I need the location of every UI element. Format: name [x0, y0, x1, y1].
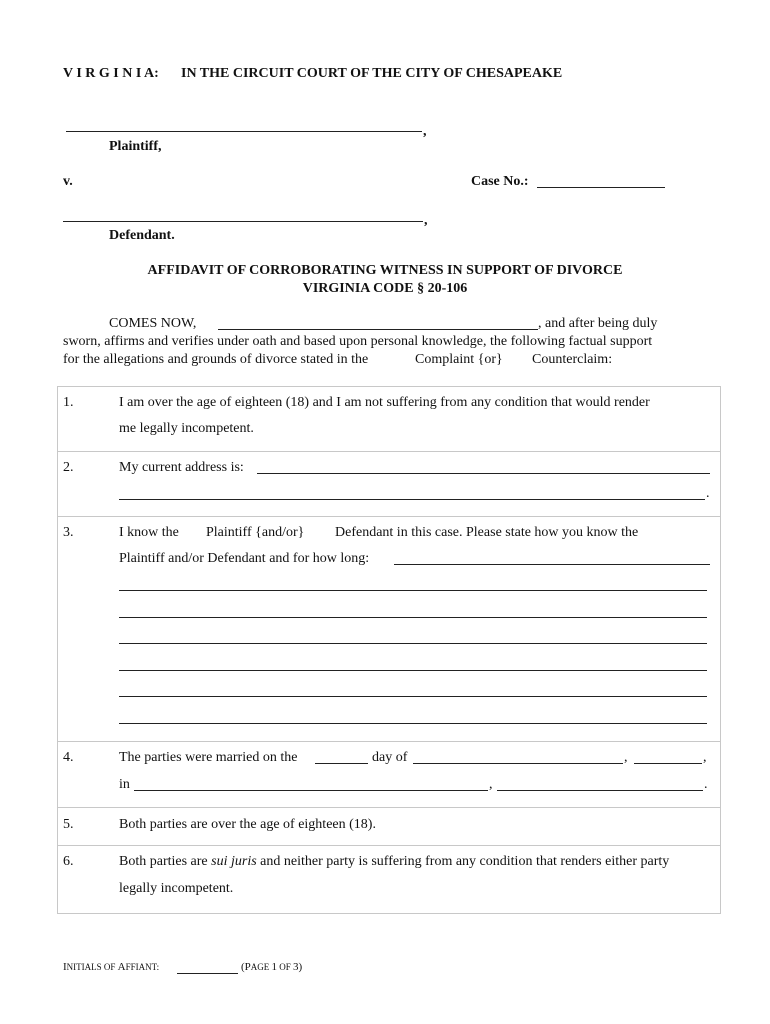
- defendant-name-line[interactable]: [63, 221, 423, 222]
- footer-initials-I: I: [63, 961, 67, 973]
- item-4-text-b: day of: [372, 750, 408, 765]
- item-3-number: 3.: [63, 525, 74, 540]
- footer-affiant-A: A: [117, 961, 126, 973]
- item-4-period: .: [704, 777, 708, 792]
- item-6-text-a: Both parties are: [119, 854, 212, 869]
- footer-initials: [63, 961, 159, 973]
- item-1-number: 1.: [63, 395, 74, 410]
- relationship-line-6[interactable]: [119, 696, 707, 697]
- header-virginia: V I R G I N I A:: [63, 66, 159, 81]
- box-divider-3: [57, 741, 721, 742]
- relationship-line-7[interactable]: [119, 723, 707, 724]
- item-4-comma-1: ,: [624, 750, 628, 765]
- box-right-border: [720, 386, 721, 913]
- item-4-comma-3: ,: [489, 777, 493, 792]
- box-top-border: [57, 386, 721, 387]
- relationship-line-1[interactable]: [394, 564, 710, 565]
- defendant-label: Defendant.: [109, 228, 175, 243]
- plaintiff-name-line[interactable]: [66, 131, 422, 132]
- versus-label: v.: [63, 174, 73, 189]
- footer-initials-rest: NITIALS OF: [66, 962, 118, 972]
- marriage-day-line[interactable]: [315, 763, 368, 764]
- relationship-line-2[interactable]: [119, 590, 707, 591]
- footer-page-total: 3): [293, 961, 303, 973]
- item-5-number: 5.: [63, 817, 74, 832]
- item-6-number: 6.: [63, 854, 74, 869]
- document-code: VIRGINIA CODE § 20-106: [302, 281, 468, 296]
- box-left-border: [57, 386, 58, 913]
- complaint-option[interactable]: Complaint {or}: [415, 352, 503, 367]
- counterclaim-option[interactable]: Counterclaim:: [532, 352, 613, 367]
- address-line-2[interactable]: [119, 499, 705, 500]
- item-2-number: 2.: [63, 460, 74, 475]
- item-4-in: in: [119, 777, 130, 792]
- footer-affiant-rest: FFIANT:: [125, 962, 160, 972]
- item-1-line-2: me legally incompetent.: [119, 421, 254, 436]
- item-6-sui-juris: sui juris: [211, 854, 257, 869]
- item-6-line-2: legally incompetent.: [119, 881, 234, 896]
- case-number-line[interactable]: [537, 187, 665, 188]
- item-4-comma-2: ,: [703, 750, 707, 765]
- intro-line-2: sworn, affirms and verifies under oath and based upon personal knowledge, the following factual support: [63, 334, 653, 349]
- item-6-text-b: and neither party is suffering from any condition that renders either party: [256, 854, 670, 869]
- plaintiff-and-or-option[interactable]: Plaintiff {and/or}: [206, 525, 305, 540]
- address-line-1[interactable]: [257, 473, 710, 474]
- relationship-line-3[interactable]: [119, 617, 707, 618]
- footer-page-num: 1: [271, 961, 278, 973]
- item-1-line-1: I am over the age of eighteen (18) and I am not suffering from any condition that would render: [119, 395, 650, 410]
- relationship-line-4[interactable]: [119, 643, 707, 644]
- marriage-city-line[interactable]: [134, 790, 488, 791]
- box-divider-4: [57, 807, 721, 808]
- plaintiff-comma: ,: [423, 124, 427, 139]
- box-divider-5: [57, 845, 721, 846]
- comes-now-text: COMES NOW,: [109, 316, 197, 331]
- after-sworn-text: , and after being duly: [538, 316, 658, 331]
- item-3-text-a: I know the: [119, 525, 179, 540]
- case-number-label: Case No.:: [471, 174, 529, 189]
- item-5-text: Both parties are over the age of eighteen (18).: [119, 817, 376, 832]
- box-divider-1: [57, 451, 721, 452]
- footer-page-rest: AGE: [250, 962, 272, 972]
- witness-name-line[interactable]: [218, 329, 538, 330]
- box-bottom-border: [57, 913, 721, 914]
- item-3-line-2: Plaintiff and/or Defendant and for how long:: [119, 551, 370, 566]
- address-period: .: [706, 486, 710, 501]
- footer-page-number: [241, 961, 302, 973]
- footer-page-of: OF: [277, 962, 294, 972]
- plaintiff-label: Plaintiff,: [109, 139, 162, 154]
- relationship-line-5[interactable]: [119, 670, 707, 671]
- footer-page-open: (P: [241, 961, 251, 973]
- defendant-comma: ,: [424, 213, 428, 228]
- initials-line[interactable]: [177, 973, 238, 974]
- item-6-line-1: [119, 854, 669, 870]
- marriage-state-line[interactable]: [497, 790, 703, 791]
- item-4-number: 4.: [63, 750, 74, 765]
- item-4-text-a: The parties were married on the: [119, 750, 298, 765]
- document-title: AFFIDAVIT OF CORROBORATING WITNESS IN SUPPORT OF DIVORCE: [147, 263, 623, 278]
- marriage-month-line[interactable]: [413, 763, 623, 764]
- header-court: IN THE CIRCUIT COURT OF THE CITY OF CHESAPEAKE: [181, 66, 563, 81]
- item-2-label: My current address is:: [119, 460, 244, 475]
- marriage-year-line[interactable]: [634, 763, 702, 764]
- intro-line-3: for the allegations and grounds of divorce stated in the: [63, 352, 369, 367]
- item-3-text-c: Defendant in this case. Please state how you know the: [335, 525, 639, 540]
- box-divider-2: [57, 516, 721, 517]
